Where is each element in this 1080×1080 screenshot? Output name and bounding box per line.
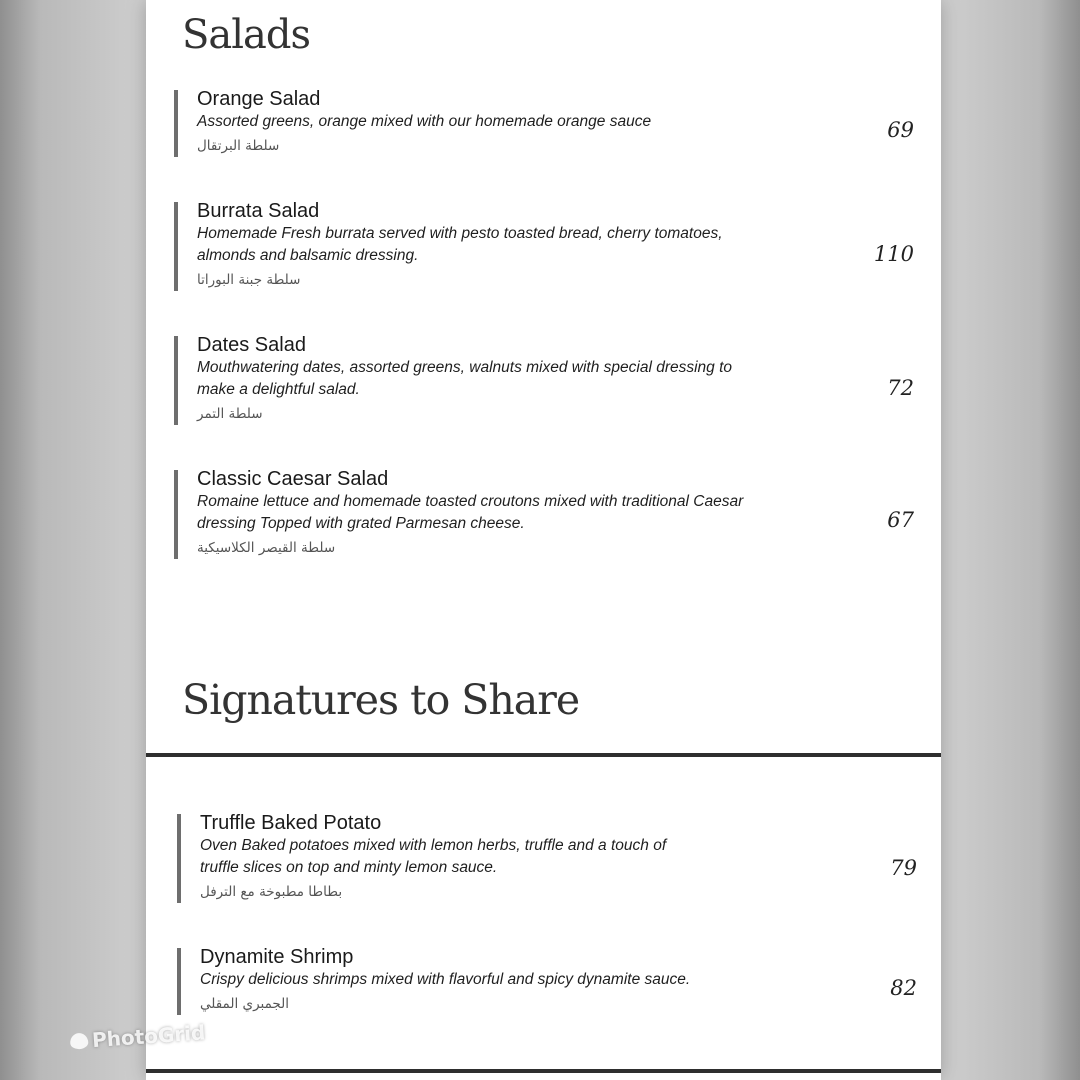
- item-name: Dates Salad: [197, 334, 306, 356]
- item-description: Homemade Fresh burrata served with pesto toasted bread, cherry tomatoes, almonds and balsamic dressing.: [197, 225, 723, 264]
- item-description: Mouthwatering dates, assorted greens, walnuts mixed with special dressing to make a delightful salad.: [197, 359, 733, 398]
- section-divider-bottom: [146, 1069, 941, 1073]
- item-description: Assorted greens, orange mixed with our homemade orange sauce: [197, 113, 652, 130]
- menu-item-orange-salad: [174, 90, 914, 157]
- item-arabic-name: الجمبري المقلي: [200, 996, 289, 1012]
- item-price: 67: [887, 508, 914, 532]
- photogrid-logo-icon: [70, 1032, 89, 1049]
- item-price: 82: [890, 976, 917, 1000]
- item-name: Classic Caesar Salad: [197, 468, 389, 490]
- item-arabic-name: بطاطا مطبوخة مع الترفل: [200, 884, 343, 900]
- menu-item-burrata-salad: [174, 202, 914, 291]
- section-title-salads: Salads: [182, 12, 311, 58]
- watermark-text: PhotoGrid: [91, 1020, 207, 1053]
- menu-page: [146, 0, 941, 1080]
- item-name: Orange Salad: [197, 88, 321, 110]
- item-arabic-name: سلطة التمر: [197, 406, 263, 422]
- item-name: Burrata Salad: [197, 200, 320, 222]
- item-price: 72: [887, 376, 914, 400]
- item-price: 69: [887, 118, 914, 142]
- item-arabic-name: سلطة جبنة البوراتا: [197, 272, 301, 288]
- menu-item-classic-caesar-salad: [174, 470, 914, 559]
- item-arabic-name: سلطة البرتقال: [197, 138, 280, 154]
- item-price: 79: [890, 856, 917, 880]
- item-name: Dynamite Shrimp: [200, 946, 354, 968]
- menu-item-dates-salad: [174, 336, 914, 425]
- item-description: Romaine lettuce and homemade toasted croutons mixed with traditional Caesar dressing Topped with grated Parmesan cheese.: [197, 493, 744, 532]
- item-description: Oven Baked potatoes mixed with lemon herbs, truffle and a touch of truffle slices on top and minty lemon sauce.: [200, 837, 667, 876]
- item-price: 110: [873, 242, 914, 266]
- menu-item-dynamite-shrimp: [177, 948, 917, 1015]
- item-name: Truffle Baked Potato: [200, 812, 382, 834]
- section-title-signatures: Signatures to Share: [182, 676, 580, 724]
- menu-item-truffle-baked-potato: [177, 814, 917, 903]
- item-description: Crispy delicious shrimps mixed with flavorful and spicy dynamite sauce.: [200, 971, 691, 988]
- item-arabic-name: سلطة القيصر الكلاسيكية: [197, 540, 336, 556]
- section-divider: [146, 753, 941, 757]
